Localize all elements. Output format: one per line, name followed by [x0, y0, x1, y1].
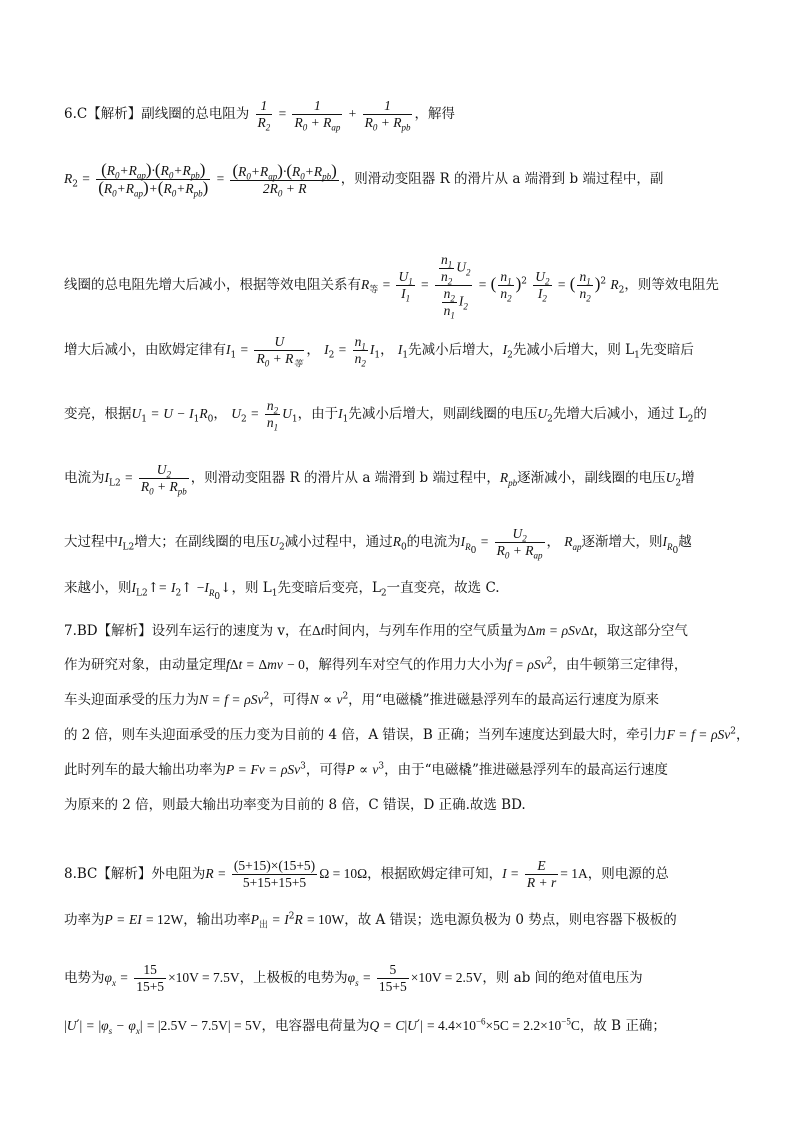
q6-line-8: 来越小，则$I_{L2}↑=$ $I_2↑$ $-I_{R_0}↓$，则 $L_1$先变暗后变亮，$L_2$一直变亮，故选 C. — [64, 580, 500, 602]
q7-line-4: 的 2 倍，则车头迎面承受的压力变为目前的 4 倍，A 错误，B 正确；当列车速度达到最大时，牵引力F = f = ρSv$^2$， — [64, 726, 750, 743]
q6-line-3: 线圈的总电阻先增大后减小，根据等效电阻关系有$R_等$ = $\frac{U_1}{I_1}$ = $\frac{n_1}{n_2}$ $U_2$ $\frac{n_2}{n_1}$ $I_2$ = ( $\frac{n_1}{n_2}$ )$^2$ $\frac{U_2}{I_2}$ = ( $\frac{n_1}{n_2}$ )$^2$ $R_2$，则等效电阻先 — [64, 252, 719, 321]
q6-line-2: $R_2$ = $\frac{(R_0+R_{ap})\cdot(R_0+R_{pb})}{(R_0+R_{ap})+(R_0+R_{pb})}$ = $\frac{(R_0+R_{ap})\cdot(R_0+R_{pb})}{2R_0 + R}$ ，则滑动变阻器 R 的滑片从 a 端滑到 b 端过程中，副 — [64, 160, 664, 199]
q7-line-6: 为原来的 2 倍，则最大输出功率变为目前的 8 倍，C 错误，D 正确.故选 BD. — [64, 797, 526, 813]
q6-line-4: 增大后减小，由欧姆定律有$I_1$ = $\frac{U}{R_0 + R_等}$ ， $I_2$ = $\frac{n_1}{n_2}$ $I_1$， $I_1$先减小后增大，$I_2$先减小后增大，则 $L_1$先变暗后 — [64, 334, 694, 369]
q7-line-5: 此时列车的最大输出功率为P = Fv = ρSv$^3$，可得$P \propto v^3$，由于“电磁橇”推进磁悬浮列车的最高运行速度 — [64, 761, 668, 778]
q6-line-1: 6.C【解析】副线圈的总电阻为 $\frac{1}{R_2}$ = $\frac{1}{R_0 + R_{ap}}$ + $\frac{1}{R_0 + R_{pb}}$ ，解得 — [64, 98, 455, 133]
q6-line-5: 变亮，根据$U_1 = U - I_1R_0$， $U_2$ = $\frac{n_2}{n_1}$ $U_1$，由于$I_1$先减小后增大，则副线圈的电压$U_2$先增大后减小，通过 $L_2$的 — [64, 398, 707, 433]
q7-line-1: 7.BD【解析】设列车运行的速度为 v，在Δt时间内，与列车作用的空气质量为Δm = ρSvΔt，取这部分空气 — [64, 623, 688, 639]
formula-1-over-r2: $\frac{1}{R_2}$ — [257, 98, 271, 133]
q7-tag: 7.BD【解析】 — [64, 623, 152, 639]
q8-line-3: 电势为$\varphi_x$ = $\frac{15}{15+5}$ ×10V = 7.5V，上极板的电势为$\varphi_s$ = $\frac{5}{15+5}$ ×10V = 2.5V，则 ab 间的绝对值电压为 — [64, 962, 643, 994]
q6-line-7: 大过程中$I_{L2}$增大；在副线圈的电压$U_2$减小过程中，通过$R_0$的电流为$I_{R_0}$ = $\frac{U_2}{R_0 + R_{ap}}$ ， $R_{ap}$逐渐增大，则$I_{R_0}$越 — [64, 526, 692, 561]
q6-line-6: 电流为$I_{L2}$ = $\frac{U_2}{R_0 + R_{pb}}$ ，则滑动变阻器 R 的滑片从 a 端滑到 b 端过程中，$R_{pb}$逐渐减小，副线圈的电压$U_2$增 — [64, 462, 695, 497]
q8-line-1: 8.BC【解析】外电阻为R = $\frac{(5+15)\times(15+5)}{5+15+15+5}$ Ω = 10Ω，根据欧姆定律可知，I = $\frac{E}{R + r}$ = 1A，则电源的总 — [64, 858, 669, 890]
q8-line-2: 功率为P = EI = 12W，输出功率$P_出 = I^2R = 10W$，故 A 错误；选电源负极为 0 势点，则电容器下极板的 — [64, 911, 677, 931]
q6-tag: 6.C【解析】 — [64, 106, 142, 122]
q7-line-2: 作为研究对象，由动量定理fΔt = Δmv − 0，解得列车对空气的作用力大小为f = ρSv$^2$，由牛顿第三定律得， — [64, 656, 688, 673]
q7-line-3: 车头迎面承受的压力为N = f = ρSv$^2$，可得$N \propto v^2$，用“电磁橇”推进磁悬浮列车的最高运行速度为原来 — [64, 691, 659, 708]
q8-line-4: $|U'| = |\varphi_s - \varphi_x| = |2.5V - 7.5V| = 5V$，电容器电荷量为$Q = C|U'| = 4.4\times 10^{-6}\times 5C = 2.2\times 10^{-5}C$，故 B 正确； — [64, 1016, 666, 1036]
q8-tag: 8.BC【解析】 — [64, 866, 152, 882]
